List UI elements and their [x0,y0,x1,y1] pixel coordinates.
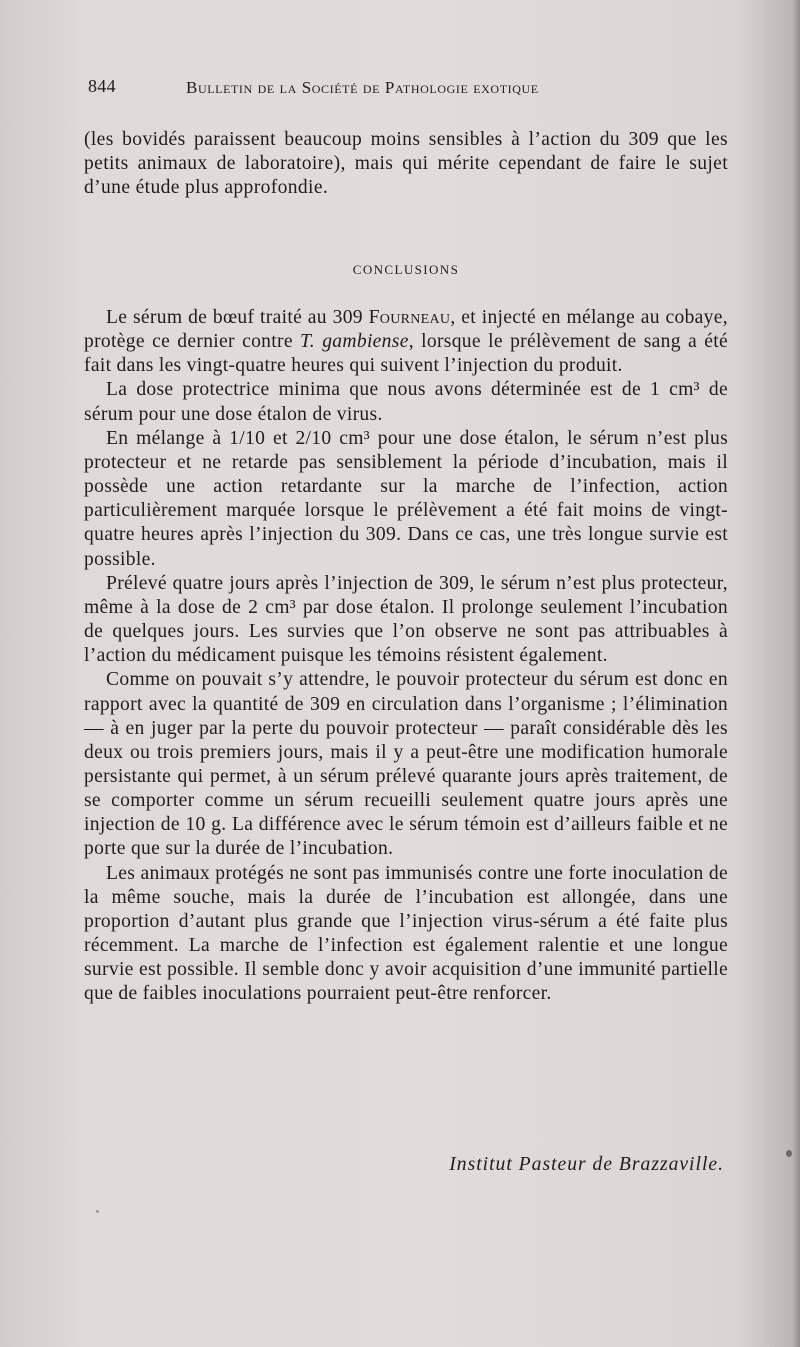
p1-species-name: T. gambiense [300,331,409,353]
conclusion-paragraph-4: Prélevé quatre jours après l’injection de 309, le sérum n’est plus protecteur, même à la dose de 2 cm³ par dose étalon. Il prolonge seulement l’incubation de quelques jours. Les survies que l’on observe ne sont pas attribuables à l’action du médicament puisque les témoins résistent également. [84,572,728,667]
p1-text-start: Le sérum de bœuf traité au 309 [106,307,369,328]
p1-author-name: Fourneau [368,307,451,328]
signature-line: Institut Pasteur de Brazzaville. [449,1154,724,1175]
conclusion-paragraph-5: Comme on pouvait s’y attendre, le pouvoir protecteur du sérum est donc en rapport avec la quantité de 309 en circulation dans l’organisme ; l’élimination — à en juger par la perte du pouvoir protecteur — paraît considérable dès les deux ou trois premiers jours, mais il y a peut-être une modification humorale persistante qui permet, à un sérum prélevé quarante jours après traitement, de se comporter comme un sérum recueilli seulement quatre jours après une injection de 10 g. La différence avec le sérum témoin est d’ailleurs faible et ne porte que sur la durée de l’incubation. [84,669,728,860]
conclusion-paragraph-2: La dose protectrice minima que nous avons déterminée est de 1 cm³ de sérum pour une dose étalon de virus. [84,379,728,425]
intro-text [84,128,728,201]
ink-speck [786,1150,792,1157]
section-heading: CONCLUSIONS [352,262,460,277]
p1-text-end: , lorsque le prélèvement de sang a été fait dans les vingt-quatre heures qui suivent l’injection du produit. [84,331,728,377]
ink-speck [96,1210,99,1213]
conclusion-paragraph-3: En mélange à 1/10 et 2/10 cm³ pour une dose étalon, le sérum n’est plus protecteur et ne retarde pas sensiblement la période d’incubation, mais il possède une action retardante sur la marche de l’infection, action particulièrement marquée lorsque le prélèvement a été fait moins de vingt-quatre heures après l’injection du 309. Dans ce cas, une très longue survie est possible. [84,427,728,570]
p1-text-middle: , et injecté en mélange au cobaye, protège ce dernier contre [84,307,728,353]
conclusion-paragraph-1 [84,306,728,378]
conclusions-section [84,306,728,1007]
conclusion-paragraph-6: Les animaux protégés ne sont pas immunisés contre une forte inoculation de la même souche, mais la durée de l’incubation est allongée, dans une proportion d’autant plus grande que l’injection virus-sérum a été faite plus récemment. La marche de l’infection est également ralentie et une longue survie est possible. Il semble donc y avoir acquisition d’une immunité partielle que de faibles inoculations pourraient peut-être renforcer. [84,862,728,1005]
page-number: 844 [88,76,116,96]
intro-paragraph: (les bovidés paraissent beaucoup moins sensibles à l’action du 309 que les petits animaux de laboratoire), mais qui mérite cependant de faire le sujet d’une étude plus approfondie. [84,129,728,199]
running-title: Bulletin de la Société de Pathologie exotique [186,78,539,97]
